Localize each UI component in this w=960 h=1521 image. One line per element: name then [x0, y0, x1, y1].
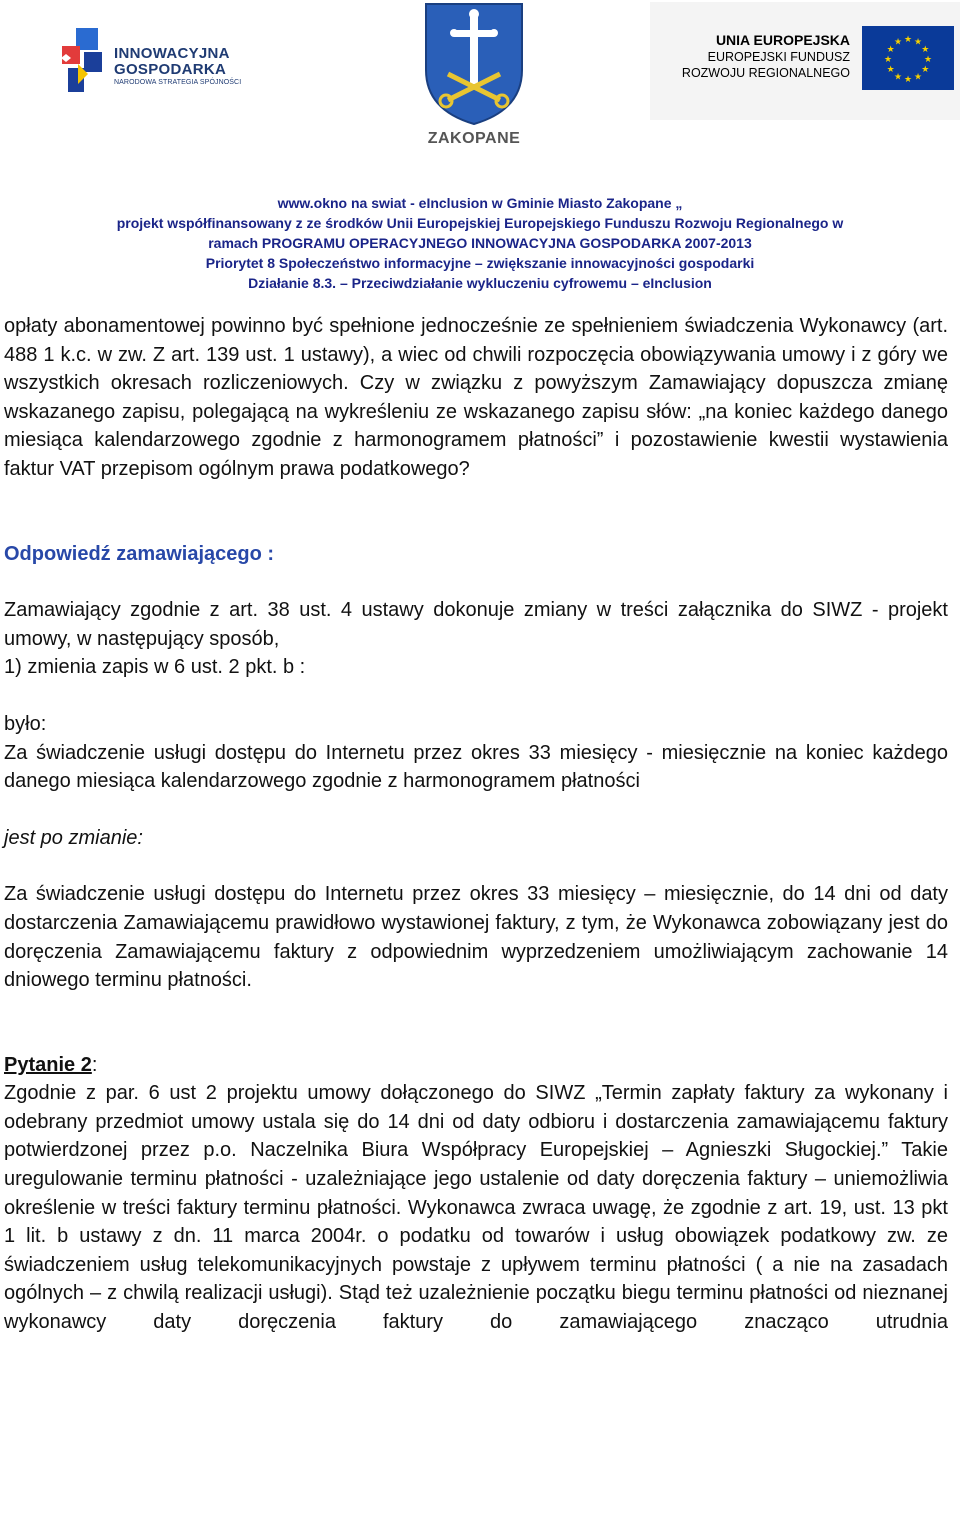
- zakopane-shield-icon: [418, 0, 530, 128]
- project-header: [0, 193, 960, 293]
- answer-heading: Odpowiedź zamawiającego :: [4, 542, 275, 565]
- answer-line2: 1) zmienia zapis w 6 ust. 2 pkt. b :: [4, 656, 306, 679]
- project-header-line1: www.okno na swiat - eInclusion w Gminie Miasto Zakopane „: [277, 195, 683, 211]
- svg-text:★: ★: [893, 37, 903, 48]
- eu-line1: UNIA EUROPEJSKA: [715, 32, 850, 48]
- eu-logo: [650, 2, 960, 120]
- innowacyjna-gospodarka-logo: [58, 28, 258, 98]
- project-header-line4: Priorytet 8 Społeczeństwo informacyjne – zwiększanie innowacyjności gospodarki: [205, 255, 755, 271]
- innowacyjna-gospodarka-emblem-icon: [58, 28, 108, 98]
- question-paragraph: opłaty abonamentowej powinno być spełnione jednocześnie ze spełnieniem świadczenia Wykonawcy (art. 488 1 k.c. w zw. Z art. 139 ust. 1 ustawy), a wiec od chwili rozpoczęcia obowiązywania umowy i z góry we wszystkich okresach rozliczeniowych. Czy w związku z powyższym Zamawiający dopuszcza zmianę wskazanego zapisu, polegającą na wykreśleniu ze wskazanego zapisu słów: „na koniec każdego danego miesiąca kalendarzowego zgodnie z harmonogramem płatności” i pozostawienie kwestii wystawienia faktur VAT przepisom ogólnym prawa podatkowego?: [4, 315, 948, 480]
- project-header-line5: Działanie 8.3. – Przeciwdziałanie wykluczeniu cyfrowemu – eInclusion: [248, 275, 712, 291]
- project-header-line2: projekt współfinansowany z ze środków Unii Europejskiej Europejskiego Funduszu Rozwoju Regionalnego w: [116, 215, 844, 231]
- question-2-colon: :: [91, 1053, 98, 1076]
- svg-text:★: ★: [921, 45, 930, 55]
- logo-left-line2: GOSPODARKA: [114, 61, 227, 78]
- svg-text:★: ★: [903, 35, 913, 45]
- logo-left-line3: NARODOWA STRATEGIA SPÓJNOŚCI: [114, 79, 242, 86]
- answer-line1: Zamawiający zgodnie z art. 38 ust. 4 ustawy dokonuje zmiany w treści załącznika do SIWZ - projekt umowy, w następujący sposób,: [4, 599, 948, 650]
- was-label: było:: [4, 712, 47, 735]
- after-label: jest po zmianie:: [4, 826, 143, 849]
- svg-text:★: ★: [913, 37, 923, 48]
- question-2-label: Pytanie 2: [4, 1053, 92, 1076]
- svg-text:★: ★: [921, 65, 930, 75]
- zakopane-label: ZAKOPANE: [427, 130, 521, 147]
- svg-text:★: ★: [886, 45, 895, 55]
- logo-left-line1: INNOWACYJNA: [114, 45, 230, 62]
- svg-text:★: ★: [893, 72, 903, 83]
- eu-line2: EUROPEJSKI FUNDUSZ: [707, 50, 850, 64]
- svg-text:★: ★: [886, 65, 895, 75]
- question-2-text: Zgodnie z par. 6 ust 2 projektu umowy dołączonego do SIWZ „Termin zapłaty faktury za wykonany i odebrany przedmiot umowy ustala się do 14 dni od daty odbioru i dostarczenia zamawiającemu faktury potwierdzonej przez p.o. Naczelnika Biura Współpracy Europejskiej – Agnieszki Sługockiej.” Takie uregulowanie terminu płatności - uzależniające jego ustalenie od daty doręczenia faktury – uniemożliwia określenie w treści faktury terminu płatności. Wykonawca zwraca uwagę, że zgodnie z art. 19, ust. 13 pkt 1 lit. b ustawy z dn. 11 marca 2004r. o podatku od towarów i usług obowiązek podatkowy zw. ze świadczeniem usług telekomunikacyjnych powstaje z upływem terminu płatności ( a nie na zasadach ogólnych – z chwilą realizacji usługi). Stąd też uzależnienie początku biegu terminu płatności od nieznanej wykonawcy daty doręczenia faktury do zamawiającego znacząco utrudnia: [4, 1082, 948, 1334]
- svg-text:★: ★: [903, 75, 913, 85]
- eu-flag-icon: [862, 26, 954, 90]
- after-text: Za świadczenie usługi dostępu do Internetu przez okres 33 miesięcy – miesięcznie, do 14 dni od daty dostarczenia Zamawiającemu prawidłowo wystawionej faktury, z tym, że Wykonawca zobowiązany jest do doręczenia Zamawiającemu faktury z odpowiednim wyprzedzeniem umożliwiającym zachowanie 14 dniowego terminu płatności.: [4, 883, 948, 992]
- document-body: [4, 312, 948, 1337]
- question-2-heading: [4, 1051, 948, 1080]
- zakopane-coat-of-arms: [418, 0, 530, 158]
- project-header-line3: ramach PROGRAMU OPERACYJNEGO INNOWACYJNA GOSPODARKA 2007-2013: [208, 235, 752, 251]
- svg-text:★: ★: [923, 55, 933, 65]
- was-text: Za świadczenie usługi dostępu do Internetu przez okres 33 miesięcy - miesięcznie na koniec każdego danego miesiąca kalendarzowego zgodnie z harmonogramem płatności: [4, 741, 948, 793]
- svg-text:★: ★: [883, 55, 893, 65]
- eu-line3: ROZWOJU REGIONALNEGO: [681, 66, 850, 80]
- logo-bar: [0, 0, 960, 160]
- svg-text:★: ★: [913, 72, 923, 83]
